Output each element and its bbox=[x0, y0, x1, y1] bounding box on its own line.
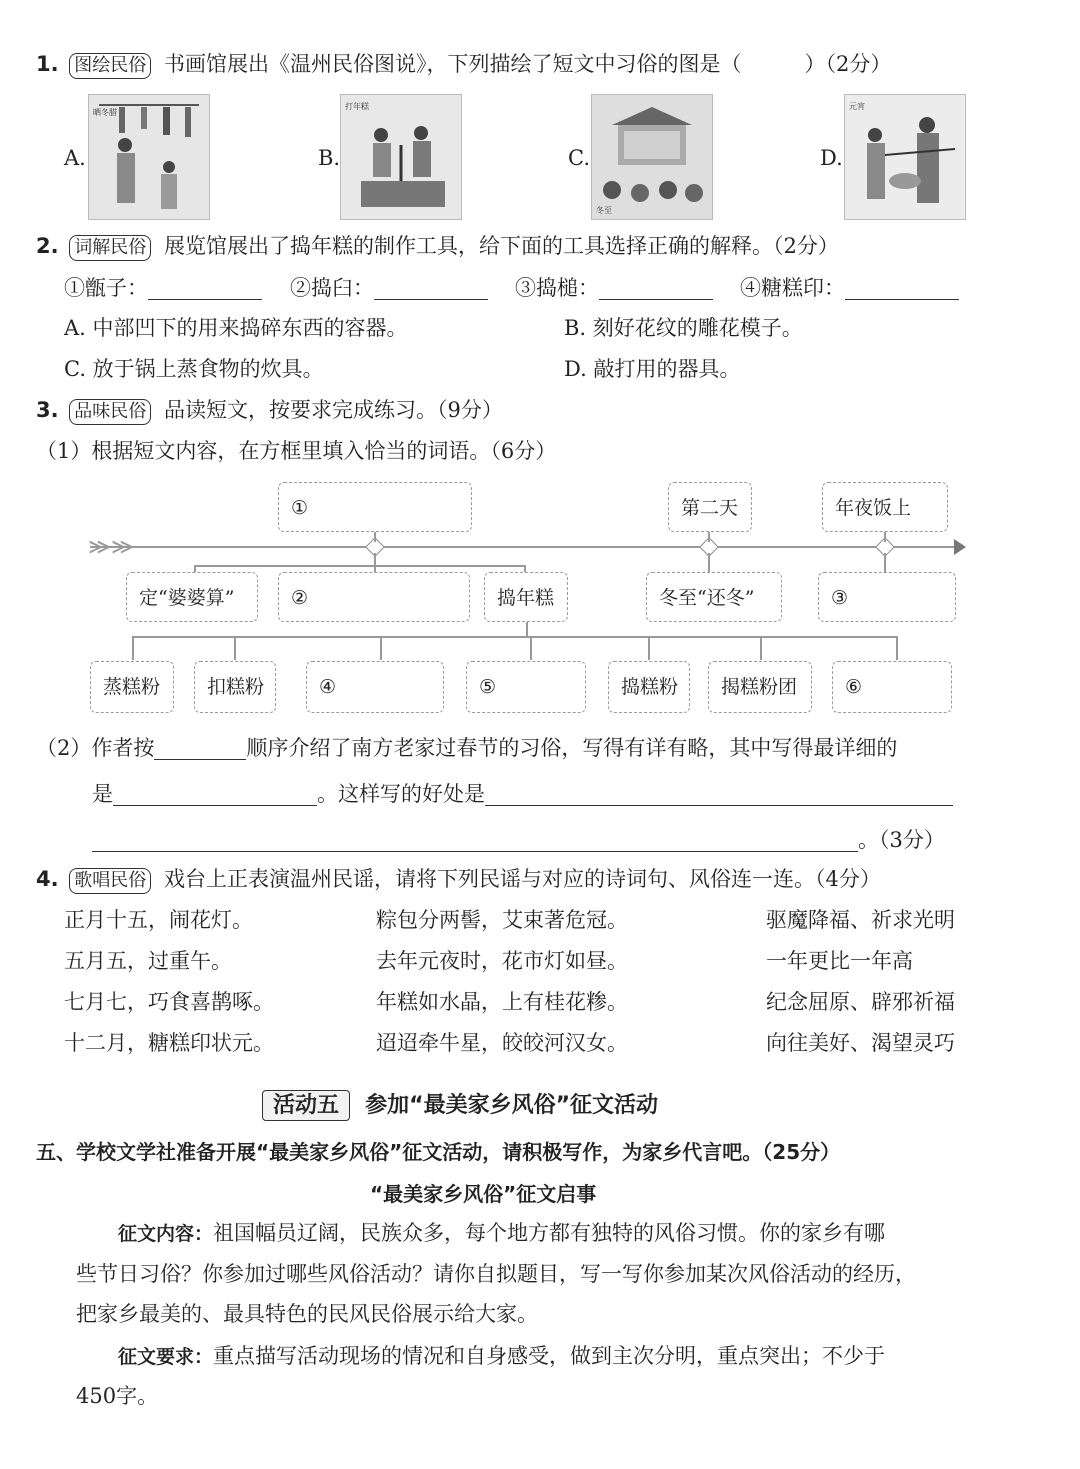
connector bbox=[896, 636, 898, 660]
connector bbox=[760, 636, 762, 660]
q3-sub2-line3 bbox=[92, 828, 945, 852]
q2-item-1-blank[interactable] bbox=[148, 279, 262, 300]
q2-item-3 bbox=[515, 276, 713, 300]
timeline-axis bbox=[90, 546, 956, 548]
q1-option-d-label[interactable]: D. bbox=[820, 146, 843, 170]
q2-item-3-blank[interactable] bbox=[599, 279, 713, 300]
q4-col1-item-4[interactable]: 十二月，糖糕印状元。 bbox=[64, 1031, 274, 1055]
figure-weighing-scene-illustration bbox=[845, 95, 965, 219]
notice-content-line1 bbox=[118, 1221, 885, 1246]
q3-number: 3. bbox=[36, 398, 59, 422]
content-text-1: 祖国幅员辽阔，民族众多，每个地方都有独特的风俗习惯。你的家乡有哪 bbox=[213, 1221, 886, 1245]
q4-col2-item-3[interactable]: 年糕如水晶，上有桂花糁。 bbox=[376, 990, 628, 1014]
connector bbox=[530, 636, 532, 660]
q3-sub2-benefit-label: 。这样写的好处是 bbox=[317, 782, 485, 806]
q4-col2-item-2[interactable]: 去年元夜时，花市灯如昼。 bbox=[376, 949, 628, 973]
q3-sub2-text: 顺序介绍了南方老家过春节的习俗，写得有详有略，其中写得最详细的 bbox=[246, 736, 898, 760]
q1-tag: 图绘民俗 bbox=[69, 53, 151, 79]
q3-text: 品读短文，按要求完成练习。（9分） bbox=[163, 398, 503, 422]
diagram-blank-5[interactable]: ⑤ bbox=[466, 661, 586, 713]
q4-col1-item-2[interactable]: 五月五，过重午。 bbox=[64, 949, 232, 973]
q2-item-2-label: ②捣臼： bbox=[290, 276, 374, 300]
notice-requirement-line1 bbox=[118, 1344, 885, 1369]
q2-option-b: B. 刻好花纹的雕花模子。 bbox=[564, 316, 803, 340]
diagram-blank-6[interactable]: ⑥ bbox=[832, 661, 952, 713]
q3-line bbox=[36, 398, 503, 425]
connector bbox=[234, 636, 236, 660]
q3-benefit-blank-1[interactable] bbox=[485, 785, 953, 806]
diagram-box-po-po-suan: 定“婆婆算” bbox=[126, 572, 258, 622]
q2-number: 2. bbox=[36, 234, 59, 258]
q4-col3-item-1[interactable]: 驱魔降福、祈求光明 bbox=[766, 908, 955, 932]
q1-image-a[interactable] bbox=[88, 94, 210, 220]
connector bbox=[648, 636, 650, 660]
q1-image-a-caption: 晒冬腊 bbox=[93, 108, 117, 117]
connector bbox=[380, 636, 382, 660]
diagram-box-steam-powder: 蒸糕粉 bbox=[90, 661, 174, 713]
q2-item-3-label: ③捣槌： bbox=[515, 276, 599, 300]
q3-benefit-blank-2[interactable] bbox=[92, 831, 858, 852]
q1-image-c-caption: 冬至 bbox=[596, 206, 612, 215]
q1-option-b-label[interactable]: B. bbox=[318, 146, 341, 170]
q3-order-blank[interactable] bbox=[154, 739, 246, 760]
diagram-blank-4[interactable]: ④ bbox=[306, 661, 444, 713]
connector bbox=[194, 565, 524, 567]
activity-heading bbox=[262, 1088, 658, 1119]
figure-drying-meat-illustration bbox=[89, 95, 209, 219]
diagram-blank-2[interactable]: ② bbox=[278, 572, 470, 622]
q4-text: 戏台上正表演温州民谣，请将下列民谣与对应的诗词句、风俗连一连。（4分） bbox=[163, 867, 881, 891]
q3-sub1: （1）根据短文内容，在方框里填入恰当的词语。（6分） bbox=[36, 439, 557, 463]
diagram-box-winter-solstice: 冬至“还冬” bbox=[646, 572, 782, 622]
q3-detail-blank[interactable] bbox=[113, 785, 317, 806]
connector bbox=[884, 532, 886, 542]
content-text-3: 把家乡最美的、最具特色的民风民俗展示给大家。 bbox=[76, 1302, 538, 1326]
notice-title: “最美家乡风俗”征文启事 bbox=[370, 1182, 597, 1206]
q4-col1-item-3[interactable]: 七月七，巧食喜鹊啄。 bbox=[64, 990, 274, 1014]
timeline-arrow-icon bbox=[954, 539, 966, 555]
q5-prompt: 五、学校文学社准备开展“最美家乡风俗”征文活动，请积极写作，为家乡代言吧。（25分） bbox=[36, 1140, 841, 1164]
q3-sub2-shi: 是 bbox=[92, 782, 113, 806]
diagram-box-pound-powder: 捣糕粉 bbox=[608, 661, 690, 713]
q1-image-b[interactable] bbox=[340, 94, 462, 220]
q2-line bbox=[36, 234, 839, 261]
q1-image-d-caption: 元宵 bbox=[849, 102, 865, 111]
q2-text: 展览馆展出了捣年糕的制作工具，给下面的工具选择正确的解释。（2分） bbox=[163, 234, 839, 258]
q1-line bbox=[36, 52, 891, 79]
q2-option-a: A. 中部凹下的用来捣碎东西的容器。 bbox=[64, 316, 408, 340]
connector bbox=[708, 532, 710, 542]
diagram-box-pound-rice-cake: 捣年糕 bbox=[484, 572, 568, 622]
diagram-box-lift-dough: 揭糕粉团 bbox=[708, 661, 812, 713]
q4-col3-item-3[interactable]: 纪念屈原、辟邪祈福 bbox=[766, 990, 955, 1014]
connector bbox=[708, 553, 710, 573]
q2-item-2-blank[interactable] bbox=[374, 279, 488, 300]
figure-opera-stage-illustration bbox=[592, 95, 712, 219]
q3-sub2-line1 bbox=[36, 736, 897, 760]
q2-item-4-label: ④糖糕印： bbox=[740, 276, 845, 300]
q1-image-b-caption: 打年糕 bbox=[345, 102, 369, 111]
requirement-text-1: 重点描写活动现场的情况和自身感受，做到主次分明，重点突出；不少于 bbox=[213, 1344, 886, 1368]
content-text-2: 些节日习俗？你参加过哪些风俗活动？请你自拟题目，写一写你参加某次风俗活动的经历， bbox=[76, 1262, 916, 1286]
requirement-label: 征文要求： bbox=[118, 1346, 214, 1368]
diagram-box-new-year-dinner: 年夜饭上 bbox=[822, 482, 948, 532]
diagram-blank-3[interactable]: ③ bbox=[818, 572, 956, 622]
diagram-box-second-day: 第二天 bbox=[668, 482, 752, 532]
q1-number: 1. bbox=[36, 52, 59, 76]
q3-sub2-line2 bbox=[92, 782, 953, 806]
connector bbox=[132, 636, 134, 660]
q3-sub2-score: 。（3分） bbox=[858, 828, 945, 852]
q3-tag: 品味民俗 bbox=[69, 399, 151, 425]
q1-image-d[interactable] bbox=[844, 94, 966, 220]
q2-item-1-label: ①甑子： bbox=[64, 276, 148, 300]
activity-label: 活动五 bbox=[262, 1090, 350, 1121]
figure-pounding-rice-cake-illustration bbox=[341, 95, 461, 219]
q2-item-1 bbox=[64, 276, 262, 300]
connector bbox=[526, 622, 528, 636]
q4-line bbox=[36, 867, 881, 894]
content-label: 征文内容： bbox=[118, 1223, 214, 1245]
q4-tag: 歌唱民俗 bbox=[69, 868, 151, 894]
q1-option-c-label[interactable]: C. bbox=[568, 146, 590, 170]
q2-option-d: D. 敲打用的器具。 bbox=[564, 357, 741, 381]
q1-option-a-label[interactable]: A. bbox=[64, 146, 86, 170]
connector bbox=[132, 636, 896, 638]
q2-item-4-blank[interactable] bbox=[845, 279, 959, 300]
diagram-blank-1[interactable]: ① bbox=[278, 482, 472, 532]
q2-item-2 bbox=[290, 276, 488, 300]
requirement-text-2: 450字。 bbox=[76, 1384, 159, 1408]
q1-text: 书画馆展出《温州民俗图说》，下列描绘了短文中习俗的图是（ ）（2分） bbox=[163, 52, 892, 76]
q3-sub2-prefix: （2）作者按 bbox=[36, 736, 155, 760]
q2-option-c: C. 放于锅上蒸食物的炊具。 bbox=[64, 357, 324, 381]
q4-col2-item-4[interactable]: 迢迢牵牛星，皎皎河汉女。 bbox=[376, 1031, 628, 1055]
diagram-box-press-powder: 扣糕粉 bbox=[194, 661, 276, 713]
q4-col1-item-1[interactable]: 正月十五，闹花灯。 bbox=[64, 908, 253, 932]
connector bbox=[374, 553, 376, 565]
q4-col3-item-4[interactable]: 向往美好、渴望灵巧 bbox=[766, 1031, 955, 1055]
q4-col2-item-1[interactable]: 粽包分两髻，艾束著危冠。 bbox=[376, 908, 628, 932]
q1-image-c[interactable] bbox=[591, 94, 713, 220]
activity-title: 参加“最美家乡风俗”征文活动 bbox=[365, 1093, 659, 1118]
timeline-start-chevrons-icon: ≫≫ bbox=[88, 535, 135, 560]
q2-item-4 bbox=[740, 276, 959, 300]
q2-tag: 词解民俗 bbox=[69, 235, 151, 261]
connector bbox=[884, 553, 886, 573]
q4-number: 4. bbox=[36, 867, 59, 891]
q4-col3-item-2[interactable]: 一年更比一年高 bbox=[766, 949, 913, 973]
